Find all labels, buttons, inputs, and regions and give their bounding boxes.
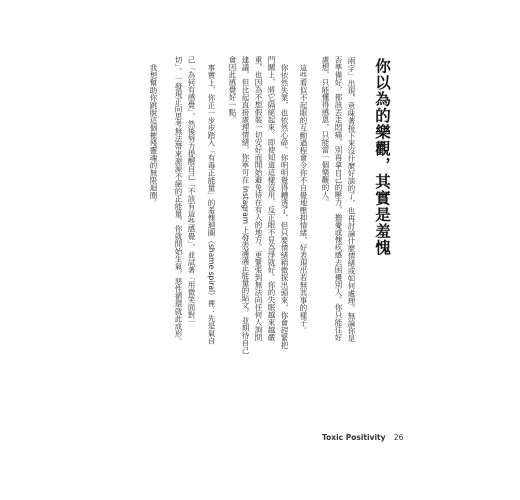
text-column-2: 否準備好，都該丟走悶痛，別再拿自己的壓力，擔憂或愧疚感去困擾別人。你只能往好: [334, 56, 343, 341]
text-column-10: 事實上，你正一步步踏入「有毒正能量」的羞愧迴圈（shame spiral）裡：先是氣自: [207, 64, 216, 345]
text-column-7: 重，也因為不想假裝一切安好而開始避免待在有人的地方。更緊張到無法向任何人詢問: [254, 56, 263, 341]
text-column-6: 門關上，將它隔絕起來。即使知道這樣沒用，反正眼不見為淨就好。你的失眠越來越嚴: [267, 56, 276, 341]
text-column-13: 我想幫助你跳脫這個摧殘靈魂的無限迴圈。: [149, 64, 158, 207]
text-column-1: 兩字」出現，意味著接下來沒什麼好談的了，也再討論什麼情緒或如何處理。無論你是: [347, 57, 356, 342]
page-number: 26: [393, 433, 404, 442]
text-column-8: 建議，但比起直接處理情緒，你寧可在 Instagram 上發表滿滿正能量的貼文，並期待自己: [241, 56, 250, 354]
chapter-title: 你以為的樂觀，其實是羞愧: [373, 58, 391, 256]
text-column-4: 這些看似不起眼的互動過程會令你不自覺地壓抑情緒，好表現出若無其事的樣子。: [299, 64, 308, 334]
text-column-12: 切」。一發現正向思考無法帶來源源不絕的正能量，你就開始生氣，惡性循環就此成形。: [174, 56, 183, 345]
running-book-title: Toxic Positivity: [322, 433, 386, 442]
text-column-9: 會因此感覺好一點。: [228, 56, 237, 124]
text-column-3: 處想，只能懂得感恩，只能當一個樂觀的人。: [321, 56, 330, 206]
text-column-11: 己「為何有感覺」，然後努力提醒自己「不該有這些感覺」，並試著「用微笑面對一: [187, 56, 196, 326]
page-footer: [322, 433, 403, 442]
text-column-5: 你依然失業，也依然心碎。你明明覺得糟透了，但只要情緒稍微探出頭來，你會趕緊把: [280, 64, 289, 349]
